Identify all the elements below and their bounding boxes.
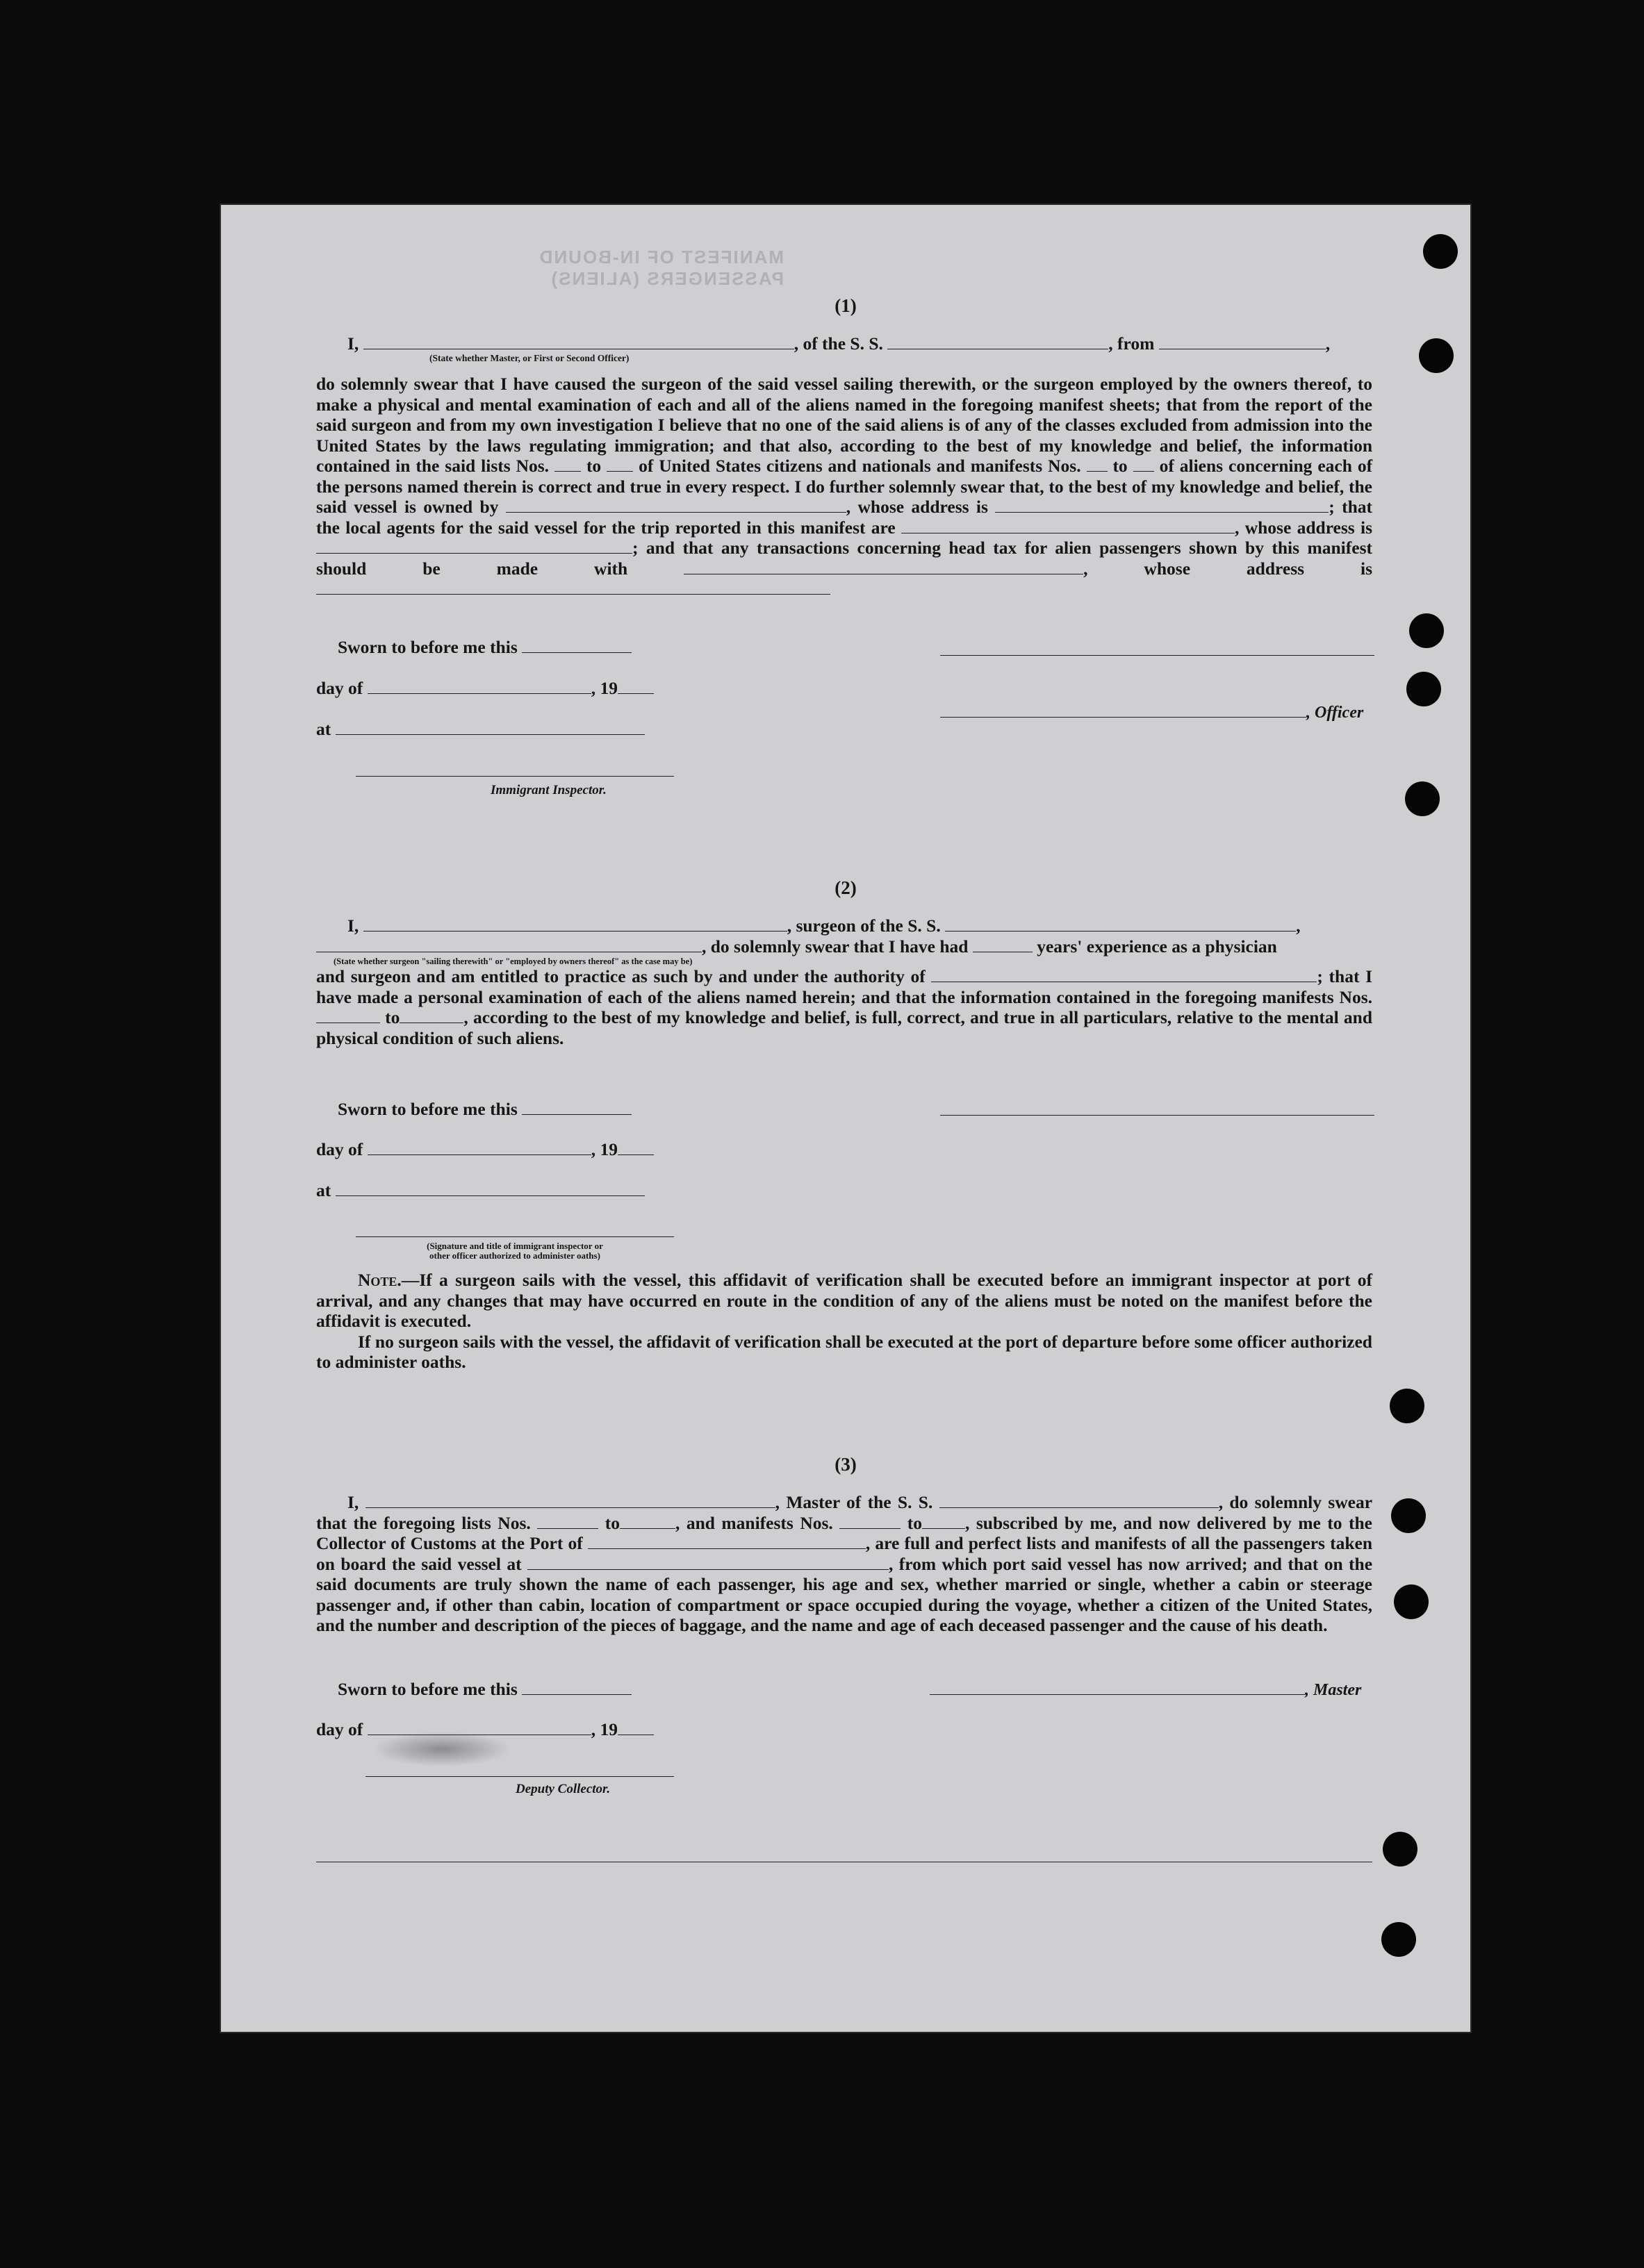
- text-do-solemnly-swear: , do solemnly swear that I have had: [702, 936, 969, 957]
- section-1-body: [316, 374, 1372, 599]
- signature-caption-line-2: other officer authorized to administer oaths): [429, 1250, 600, 1261]
- vessel-name-field[interactable]: [887, 335, 1108, 349]
- text-swear-lists: swear that the foregoing lists Nos.: [316, 1492, 1373, 1533]
- text-from: , from: [1108, 333, 1155, 354]
- signature-caption-2: [356, 1241, 674, 1261]
- day-of-text: day of: [316, 1719, 363, 1739]
- text-full-perfect: , are full and perfect lists and manifests of all the passengers taken on board the said vessel at: [316, 1533, 1373, 1574]
- deputy-signature-line[interactable]: [365, 1776, 674, 1777]
- head-tax-address-field[interactable]: [316, 580, 830, 595]
- day-of-label-2: [316, 1139, 654, 1160]
- month-field-2[interactable]: [368, 1141, 591, 1155]
- text-and-manifests: , and manifests Nos.: [675, 1512, 833, 1533]
- punch-hole-7: [1391, 1498, 1426, 1533]
- text-to: to: [1112, 456, 1128, 476]
- punch-hole-8: [1394, 1584, 1429, 1619]
- master-signature-row: [930, 1679, 1361, 1700]
- year-field-2[interactable]: [618, 1141, 654, 1155]
- section-3-heading: (3): [835, 1454, 857, 1475]
- sworn-text: Sworn to before me this: [338, 1099, 518, 1119]
- day-of-label-1: [316, 678, 654, 699]
- text-to: to: [907, 1512, 922, 1533]
- day-of-text: day of: [316, 1139, 363, 1159]
- sworn-date-field-2[interactable]: [522, 1100, 632, 1115]
- officer-signature-line-top[interactable]: [940, 655, 1374, 656]
- punch-hole-6: [1390, 1389, 1424, 1423]
- section-2-heading: (2): [835, 877, 857, 898]
- text-master-of: , Master of the S. S.: [775, 1492, 933, 1512]
- sworn-text: Sworn to before me this: [338, 1679, 518, 1699]
- port-field[interactable]: [588, 1534, 866, 1549]
- text-subscribed: , subscribed by me, and now delivered by me to the Collector of Customs at the Port of: [316, 1512, 1372, 1553]
- text-semicolon: ;: [1317, 966, 1323, 986]
- text-local-agents: that the local agents for the said vessel for the trip reported in this manifest are: [316, 497, 1373, 538]
- text-examination: that I have made a personal examination of each of the aliens named herein; and that the information contained in the foregoing manifests Nos.: [316, 966, 1373, 1007]
- year-text: , 19: [591, 1139, 618, 1159]
- surgeon-name-field[interactable]: [363, 917, 787, 932]
- text-whose-address: , whose address is: [1083, 558, 1372, 579]
- place-field-2[interactable]: [336, 1182, 645, 1196]
- manifests-from-field[interactable]: [1087, 457, 1108, 472]
- year-field-3[interactable]: [618, 1721, 654, 1735]
- signature-caption-line-1: (Signature and title of immigrant inspector or: [427, 1241, 603, 1251]
- officer-role-text: , Officer: [1306, 704, 1364, 722]
- officer-title-caption: (State whether Master, or First or Second Officer): [429, 353, 630, 363]
- surgeon-status-field[interactable]: [316, 937, 702, 952]
- text-i: I,: [347, 1492, 359, 1512]
- text-comma: ,: [1325, 333, 1331, 354]
- punch-hole-1: [1423, 234, 1458, 269]
- years-experience-field[interactable]: [973, 937, 1033, 952]
- ink-smudge: [372, 1732, 511, 1766]
- surgeon-vessel-field[interactable]: [945, 917, 1296, 932]
- inspector-caption-1: Immigrant Inspector.: [491, 783, 607, 797]
- punch-hole-5: [1405, 781, 1440, 816]
- bleed-through-title: MANIFEST OF IN-BOUND PASSENGERS (ALIENS): [538, 247, 784, 289]
- text-to: to: [605, 1512, 620, 1533]
- note-text-1: —If a surgeon sails with the vessel, this affidavit of verification shall be executed before an immigrant inspector at port of arrival, and any changes that may have occurred en route in the condition of any of the aliens must be noted on the manifest before the affidavit is executed.: [316, 1270, 1372, 1331]
- section-1-heading: (1): [835, 295, 857, 316]
- sworn-text: Sworn to before me this: [338, 637, 518, 657]
- text-from-which: , from which port said vessel has now arrived; and that on the said documents are truly shown the name of each passenger, his age and sex, whether married or single, whether a cabin or steerage passenger and, if other than cabin, location of compartment or space occupied during the voyage, whether a citizen of the United States, and the number and description of the pieces of baggage, and the name and age of each deceased passenger and the cause of his death.: [316, 1553, 1373, 1635]
- master-role-text: , Master: [1305, 1681, 1362, 1699]
- text-authority: and surgeon and am entitled to practice as such by and under the authority of: [316, 966, 926, 986]
- lists-to-field[interactable]: [607, 457, 633, 472]
- text-to: to: [586, 456, 602, 476]
- sworn-label-2: [338, 1099, 632, 1120]
- punch-hole-2: [1419, 338, 1454, 373]
- note-text-2: If no surgeon sails with the vessel, the affidavit of verification shall be executed at the port of departure before some officer authorized to administer oaths.: [316, 1331, 1372, 1372]
- note-label: Note.: [358, 1270, 402, 1290]
- master-name-field[interactable]: [365, 1493, 775, 1508]
- at-text: at: [316, 719, 331, 739]
- deputy-collector-caption: Deputy Collector.: [516, 1782, 611, 1796]
- surgeon-manifest-from-field[interactable]: [316, 1009, 380, 1023]
- text-to: to: [385, 1007, 400, 1027]
- head-tax-agent-field[interactable]: [684, 559, 1083, 574]
- master-lists-from-field[interactable]: [537, 1514, 598, 1528]
- surgeon-status-caption: (State whether surgeon "sailing therewith" or "employed by owners thereof" as the case may be): [334, 957, 693, 966]
- officer-signature-field[interactable]: [940, 703, 1306, 718]
- manifest-form-page: [221, 205, 1470, 2032]
- officer-title-field[interactable]: [363, 335, 794, 349]
- surgeon-manifest-to-field[interactable]: [400, 1009, 463, 1023]
- owner-address-field[interactable]: [995, 498, 1329, 513]
- section-1-oath-line: [316, 333, 1372, 354]
- text-whose-address: whose address is: [1244, 517, 1373, 538]
- section-3-body: [316, 1492, 1372, 1636]
- owner-field[interactable]: [506, 498, 846, 513]
- text-semicolon: ;: [1329, 497, 1335, 517]
- at-text: at: [316, 1180, 331, 1200]
- inspector-signature-line-1[interactable]: [356, 776, 674, 777]
- master-lists-to-field[interactable]: [620, 1514, 675, 1528]
- text-of-ss: , of the S. S.: [794, 333, 883, 354]
- inspector-signature-line-2[interactable]: [356, 1236, 674, 1237]
- master-manifests-to-field[interactable]: [922, 1514, 965, 1528]
- text-years-experience: years' experience as a physician: [1037, 936, 1277, 957]
- manifests-to-field[interactable]: [1133, 457, 1154, 472]
- note-block: [316, 1270, 1372, 1373]
- at-label-2: [316, 1180, 645, 1201]
- sworn-date-field-1[interactable]: [522, 638, 632, 653]
- section-2-body: [316, 916, 1372, 1048]
- punch-hole-9: [1383, 1832, 1417, 1866]
- master-manifests-from-field[interactable]: [839, 1514, 901, 1528]
- text-comma: ,: [1296, 916, 1301, 936]
- embarkation-port-field[interactable]: [527, 1555, 889, 1569]
- place-field-1[interactable]: [336, 720, 645, 735]
- section-1-body-text: do solemnly swear that I have caused the surgeon of the said vessel sailing therewith, or the surgeon employed by the owners thereof, to make a physical and mental examination of each and all of the aliens named in the foregoing manifest sheets; that from the report of the said surgeon and from my own investigation I believe that no one of the said aliens is of any of the classes excluded from admission into the United States by the laws regulating immigration; and that also, according to the best of my knowledge and belief, the information contained in the said lists Nos.: [316, 374, 1372, 476]
- master-signature-field[interactable]: [930, 1680, 1305, 1695]
- month-field-1[interactable]: [368, 679, 591, 694]
- authority-field[interactable]: [931, 968, 1317, 982]
- sworn-date-field-3[interactable]: [522, 1680, 632, 1695]
- text-citizens-manifests: of United States citizens and nationals and manifests Nos.: [639, 456, 1081, 476]
- punch-hole-10: [1381, 1922, 1416, 1957]
- day-of-text: day of: [316, 678, 363, 698]
- text-i: I,: [347, 333, 359, 354]
- punch-hole-4: [1406, 672, 1441, 706]
- text-owned-by: of aliens concerning each of the persons named therein is correct and true in every respect. I do further solemnly swear that, to the best of my knowledge and belief, the said vessel is owned by: [316, 456, 1373, 517]
- at-label-1: [316, 719, 645, 740]
- text-surgeon-of: , surgeon of the S. S.: [787, 916, 941, 936]
- text-whose-address: , whose address is: [846, 497, 988, 517]
- master-vessel-field[interactable]: [939, 1493, 1219, 1508]
- sworn-label-3: [338, 1679, 632, 1700]
- from-port-field[interactable]: [1159, 335, 1326, 349]
- surgeon-signature-line[interactable]: [940, 1115, 1374, 1116]
- year-text: , 19: [591, 678, 618, 698]
- text-i: I,: [347, 916, 359, 936]
- text-full-correct: , according to the best of my knowledge and belief, is full, correct, and true in all particulars, relative to the mental and physical condition of such aliens.: [316, 1007, 1372, 1048]
- lists-from-field[interactable]: [554, 457, 581, 472]
- text-head-tax: ; and that any transactions concerning head tax for alien passengers shown by this manifest should be made with: [316, 538, 1372, 579]
- bleed-through-text: [395, 247, 784, 290]
- year-field-1[interactable]: [618, 679, 654, 694]
- local-agents-field[interactable]: [901, 518, 1235, 533]
- sworn-label-1: [338, 637, 632, 658]
- text-comma: ,: [1235, 517, 1240, 538]
- punch-hole-3: [1409, 613, 1444, 648]
- officer-signature-row: [940, 702, 1363, 722]
- text-do-solemnly: , do solemnly: [1218, 1492, 1322, 1512]
- agents-address-field[interactable]: [316, 539, 632, 554]
- year-text: , 19: [591, 1719, 618, 1739]
